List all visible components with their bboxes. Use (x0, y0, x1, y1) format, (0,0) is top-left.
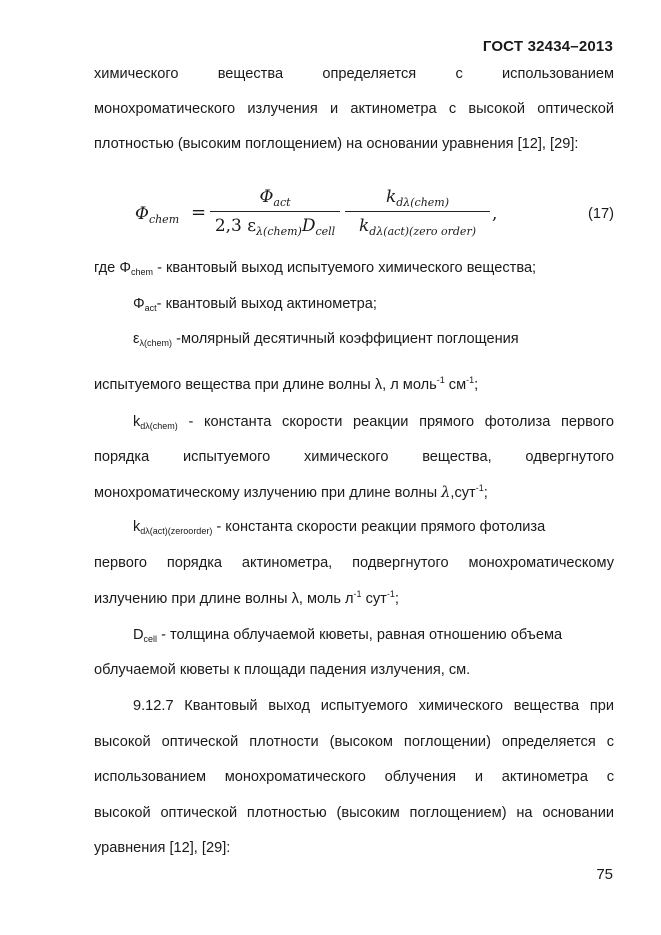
word: определяется (322, 66, 417, 82)
standard-header: ГОСТ 32434–2013 (482, 38, 613, 55)
def-k-act-line2: первого порядка актинометра, подвергнутого монохроматическому (94, 555, 614, 571)
def-k-chem-line2: порядка испытуемого химического вещества, одвергнутого (94, 449, 614, 465)
def-k-chem-line3: монохроматическому излучению при длине волны λ,сут$^{-1}$; (94, 483, 488, 501)
word: использованием (502, 66, 614, 82)
word: вещества (217, 66, 284, 82)
def-phi-chem: где $\Phi_{chem}$ - квантовый выход испытуемого химического вещества; (94, 260, 537, 277)
para2-line4: высокой оптической плотностью (высоким поглощением) на основании (94, 805, 614, 821)
para2-line2: высокой оптической плотности (высоком поглощении) определяется с (94, 734, 614, 750)
page-number: 75 (596, 866, 613, 883)
def-phi-act: $\Phi_{act}-$ квантовый выход актинометра; (133, 296, 377, 313)
word: химического (94, 66, 179, 82)
equation-17: $\Phi_{chem}$ = $\Phi_{act}$ 2,3 $\varepsilon_{\lambda(chem)}D_{cell}$ $k_{d\lambda(chem)}$ $k_{d\lambda(act)(zero order)}$ , (135, 187, 498, 238)
def-epsilon-line2: испытуемого вещества при длине волны λ, л моль$^{-1}$ $см^{-1}$; (94, 375, 479, 393)
para1-line1 (94, 64, 614, 84)
def-k-act-line3: излучению при длине волны λ, моль $л^{-1}$ сут$^{-1}$; (94, 589, 399, 607)
para2-line3: использованием монохроматического облучения и актинометра с (94, 769, 614, 785)
word: с (455, 66, 463, 82)
def-d-cell: $D_{cell}$ - толщина облучаемой кюветы, равная отношению объема (133, 627, 563, 644)
def-k-chem: $k_{d\lambda(chem)}$ - константа скорости реакции прямого фотолиза первого (133, 414, 614, 431)
fraction-bar (210, 211, 340, 212)
fraction-bar (345, 211, 490, 212)
def-epsilon: $\varepsilon_{\lambda(chem)}$ -молярный десятичный коэффициент поглощения (133, 331, 519, 348)
para1-line3: плотностью (высоким поглощением) на основании уравнения [12], [29]: (94, 136, 579, 152)
formula-lhs: $\Phi_{chem}$ (135, 204, 180, 226)
para1-line2: монохроматического излучения и актинометра с высокой оптической (94, 101, 614, 117)
formula-equals: = (191, 202, 207, 223)
para2-line1: 9.12.7 Квантовый выход испытуемого химического вещества при (133, 698, 614, 714)
equation-number: (17) (588, 206, 614, 222)
def-k-act: $k_{d\lambda(act)(zeroorder)}$ - константа скорости реакции прямого фотолиза (133, 519, 546, 536)
fraction-1: $\Phi_{act}$ 2,3 $\varepsilon_{\lambda(chem)}D_{cell}$ (210, 185, 340, 238)
def-d-cell-line2: облучаемой кюветы к площади падения излучения, см. (94, 662, 471, 678)
fraction-2: $k_{d\lambda(chem)}$ $k_{d\lambda(act)(zero order)}$ (345, 185, 490, 238)
para2-line5: уравнения [12], [29]: (94, 840, 231, 856)
